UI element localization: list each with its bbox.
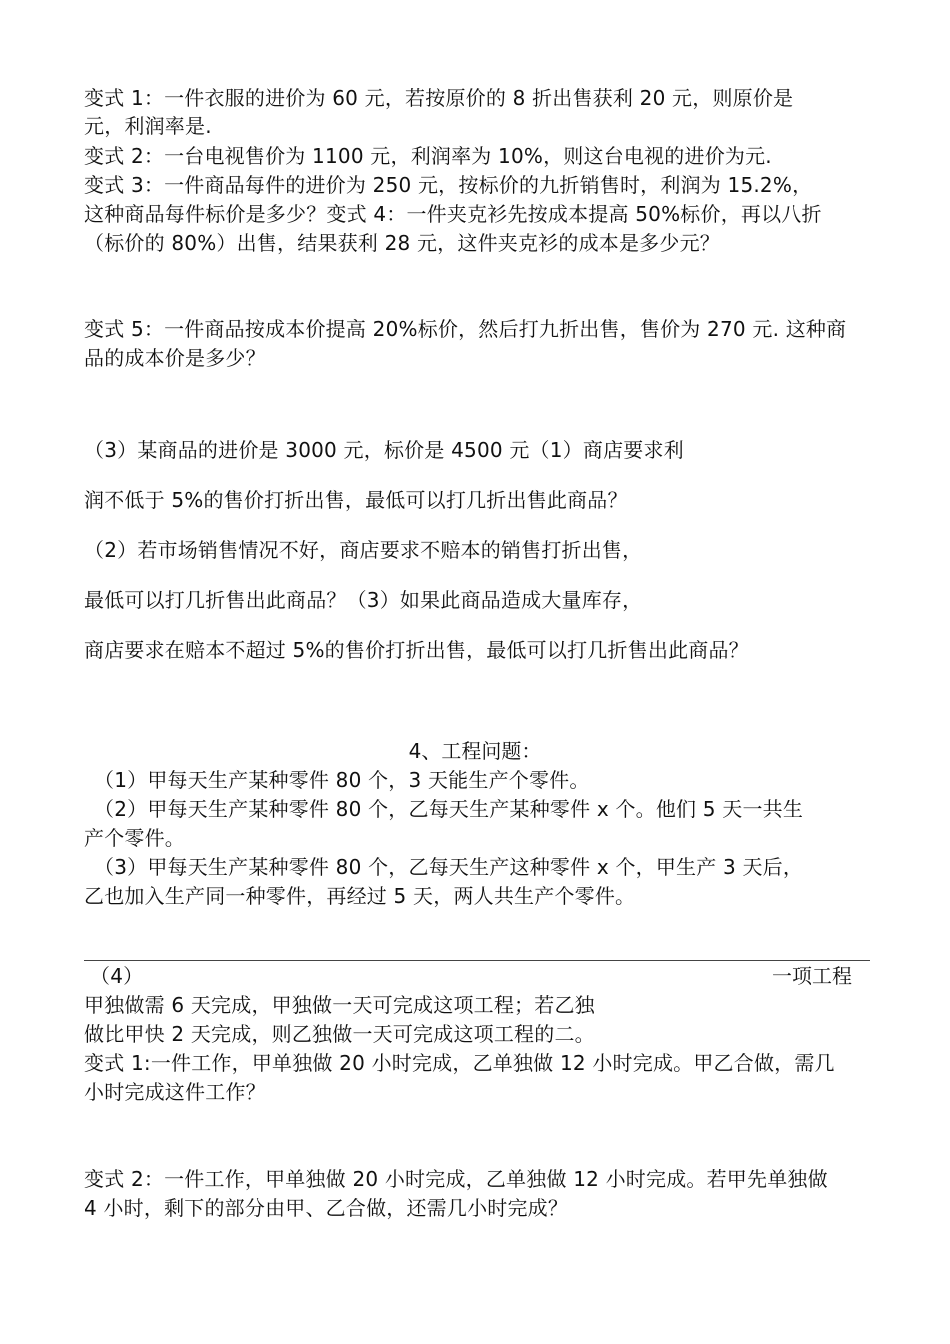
work-problem-3-line-2: 乙也加入生产同一种零件，再经过 5 天，两人共生产个零件。: [84, 884, 636, 908]
work-variant-1-line-1: 变式 1:一件工作，甲单独做 20 小时完成，乙单独做 12 小时完成。甲乙合做，需几: [84, 1051, 835, 1075]
sale-question-3-line-5: 商店要求在赔本不超过 5%的售价打折出售，最低可以打几折售出此商品？: [84, 638, 749, 662]
work-variant-1-line-2: 小时完成这件工作？: [84, 1080, 266, 1104]
sale-variant-3-line-3: （标价的 80%）出售，结果获利 28 元，这件夹克衫的成本是多少元？: [84, 231, 720, 255]
work-variant-2-line-2: 4 小时，剩下的部分由甲、乙合做，还需几小时完成？: [84, 1196, 569, 1220]
sale-question-3-line-4: 最低可以打几折售出此商品？（3）如果此商品造成大量库存，: [84, 588, 643, 612]
sale-variant-3-line-2: 这种商品每件标价是多少？变式 4：一件夹克衫先按成本提高 50%标价，再以八折: [84, 202, 822, 226]
work-problem-4-label: （4）: [90, 964, 144, 988]
sale-variant-1-line-1: 变式 1：一件衣服的进价为 60 元，若按原价的 8 折出售获利 20 元，则原价是: [84, 86, 794, 110]
sale-question-3-line-2: 润不低于 5%的售价打折出售，最低可以打几折出售此商品？: [84, 488, 628, 512]
section-heading-work-problems: 4、工程问题：: [408, 739, 542, 763]
sale-question-3-line-3: （2）若市场销售情况不好，商店要求不赔本的销售打折出售，: [84, 538, 643, 562]
work-variant-2-line-1: 变式 2：一件工作，甲单独做 20 小时完成，乙单独做 12 小时完成。若甲先单独做: [84, 1167, 828, 1191]
work-problem-2-line-2: 产个零件。: [84, 826, 185, 850]
work-problem-1: （1）甲每天生产某种零件 80 个，3 天能生产个零件。: [94, 768, 590, 792]
sale-variant-1-line-2: 元，利润率是.: [84, 114, 212, 138]
work-problem-4-line-2: 做比甲快 2 天完成，则乙独做一天可完成这项工程的二。: [84, 1022, 595, 1046]
work-problem-3-line-1: （3）甲每天生产某种零件 80 个，乙每天生产这种零件 x 个，甲生产 3 天后，: [94, 855, 804, 879]
work-problem-4-right-text: 一项工程: [772, 964, 852, 988]
work-problem-4-line-1: 甲独做需 6 天完成，甲独做一天可完成这项工程；若乙独: [84, 993, 595, 1017]
sale-variant-5-line-1: 变式 5：一件商品按成本价提高 20%标价，然后打九折出售，售价为 270 元. 这种商: [84, 317, 847, 341]
sale-variant-5-line-2: 品的成本价是多少？: [84, 346, 266, 370]
sale-variant-3-line-1: 变式 3：一件商品每件的进价为 250 元，按标价的九折销售时，利润为 15.2%，: [84, 173, 813, 197]
sale-variant-2: 变式 2：一台电视售价为 1100 元，利润率为 10%，则这台电视的进价为元.: [84, 144, 772, 168]
work-problem-2-line-1: （2）甲每天生产某种零件 80 个，乙每天生产某种零件 x 个。他们 5 天一共生: [94, 797, 804, 821]
section-divider: [84, 960, 870, 961]
sale-question-3-line-1: （3）某商品的进价是 3000 元，标价是 4500 元（1）商店要求利: [84, 438, 684, 462]
